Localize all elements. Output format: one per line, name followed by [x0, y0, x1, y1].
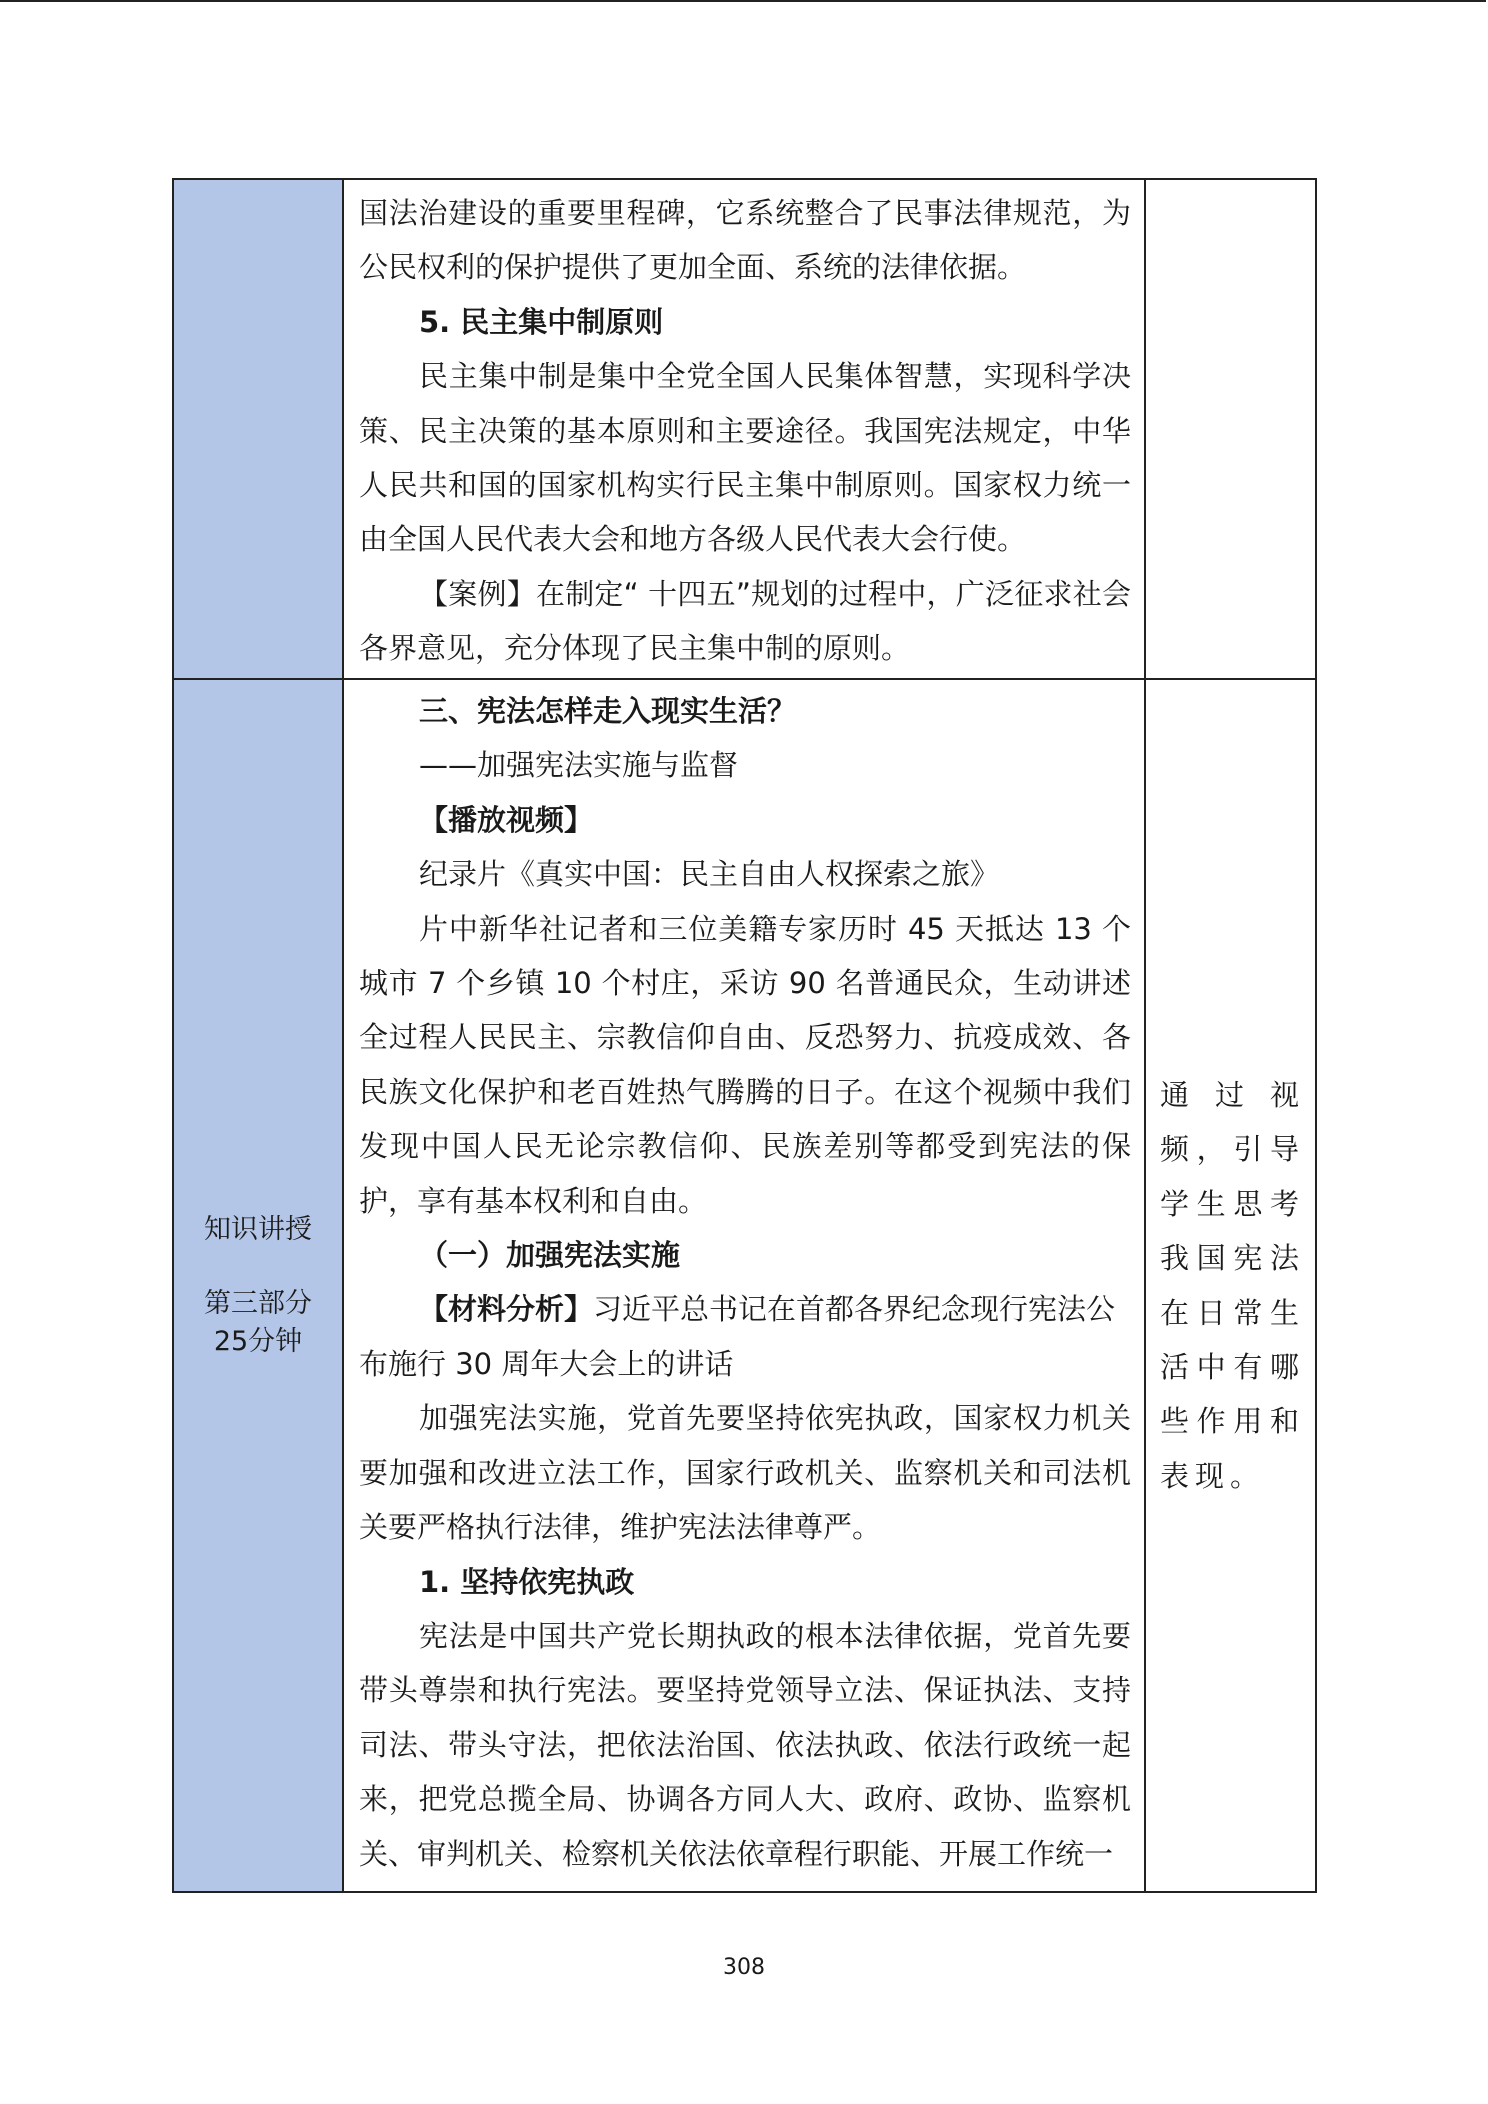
subheading: ——加强宪法实施与监督	[419, 748, 739, 783]
body-paragraph: 加强宪法实施，党首先要坚持依宪执政，国家权力机关要加强和改进立法工作，国家行政机关、监察机关和司法机关要严格执行法律，维护宪法法律尊严。	[359, 1401, 1131, 1545]
body-paragraph: 国法治建设的重要里程碑，它系统整合了民事法律规范，为公民权利的保护提供了更加全面、系统的法律依据。	[359, 196, 1131, 285]
section-heading: 5. 民主集中制原则	[419, 304, 664, 339]
material-analysis-source: 习近平总书记在首都各界纪念现行宪法公	[593, 1292, 1116, 1327]
body-paragraph: 布施行 30 周年大会上的讲话	[359, 1346, 734, 1381]
content-cell	[343, 179, 1145, 679]
section-heading: （一）加强宪法实施	[419, 1238, 681, 1273]
design-intent-text: 通过视频，引导学生思考我国宪法在日常生活中有哪些作用和表现。	[1160, 1077, 1305, 1493]
section-part: 第三部分	[204, 1287, 312, 1319]
case-paragraph: 【案例】在制定“ 十四五”规划的过程中，广泛征求社会各界意见，充分体现了民主集中制的原则。	[359, 576, 1131, 666]
table-row	[173, 179, 1316, 679]
video-title: 纪录片《真实中国：民主自由人权探索之旅》	[419, 857, 1000, 892]
table-row	[173, 679, 1316, 1892]
body-paragraph: 宪法是中国共产党长期执政的根本法律依据，党首先要带头尊崇和执行宪法。要坚持党领导立法、保证执法、支持司法、带头守法，把依法治国、依法执政、依法行政统一起来，把党总揽全局、协调各方同人大、政府、政协、监察机关、审判机关、检察机关依法依章程行职能、开展工作统一	[359, 1618, 1131, 1871]
page-number: 308	[723, 1955, 765, 1980]
section-title: 知识讲授	[204, 1213, 312, 1245]
material-analysis-line	[359, 1282, 1131, 1336]
section-heading: 三、宪法怎样走入现实生活？	[419, 694, 797, 728]
design-intent-cell	[1145, 179, 1316, 679]
section-heading: 1. 坚持依宪执政	[419, 1564, 635, 1599]
section-label-cell	[173, 679, 343, 1892]
section-duration: 25分钟	[213, 1325, 303, 1357]
content-cell	[343, 679, 1145, 1892]
design-intent-cell	[1145, 679, 1316, 1892]
body-paragraph: 片中新华社记者和三位美籍专家历时 45 天抵达 13 个城市 7 个乡镇 10 个村庄，采访 90 名普通民众，生动讲述全过程人民民主、宗教信仰自由、反恐努力、抗疫成效、各民族文化保护和老百姓热气腾腾的日子。在这个视频中我们发现中国人民无论宗教信仰、民族差别等都受到宪法的保护，享有基本权利和自由。	[359, 911, 1131, 1218]
section-label-cell	[173, 179, 343, 679]
activity-label: 【播放视频】	[419, 802, 594, 837]
body-paragraph: 民主集中制是集中全党全国人民集体智慧，实现科学决策、民主决策的基本原则和主要途径。我国宪法规定，中华人民共和国的国家机构实行民主集中制原则。国家权力统一由全国人民代表大会和地方各级人民代表大会行使。	[359, 359, 1131, 557]
lesson-plan-table	[172, 178, 1317, 1893]
material-analysis-label: 【材料分析】	[419, 1292, 594, 1327]
